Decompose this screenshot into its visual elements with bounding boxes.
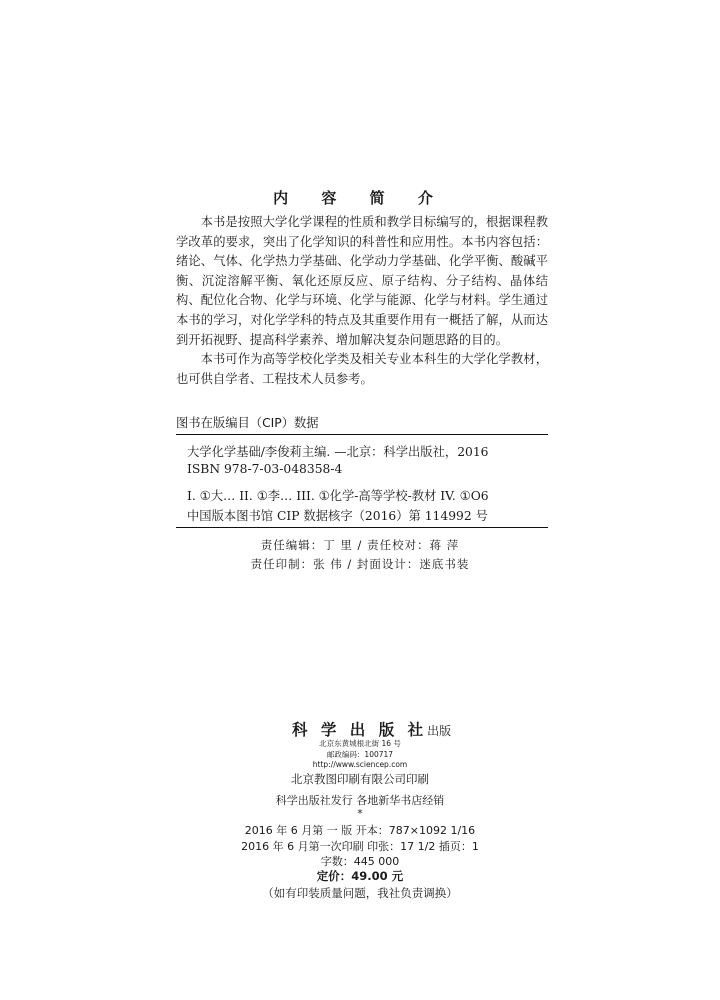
summary-paragraph: 本书可作为高等学校化学类及相关专业本科生的大学化学教材，也可供自学者、工程技术人员参考。 — [176, 352, 548, 386]
cip-line: ISBN 978-7-03-048358-4 — [187, 462, 343, 476]
printer-line: 北京教图印刷有限公司印刷 — [291, 772, 429, 786]
summary-title: 内 容 简 介 — [273, 189, 447, 207]
printing-line: 2016 年 6 月第一次印刷 印张：17 1/2 插页：1 — [241, 840, 479, 853]
notice-line: （如有印装质量问题，我社负责调换） — [262, 886, 458, 900]
cip-bottom-rule — [176, 527, 548, 528]
publisher-address: 北京东黄城根北街 16 号 — [319, 739, 401, 748]
publisher-name: 科 学 出 版 社 — [292, 720, 428, 739]
cip-line: 中国版本图书馆 CIP 数据核字（2016）第 114992 号 — [187, 509, 488, 523]
wordcount-line: 字数：445 000 — [320, 855, 400, 868]
price-line: 定价：49.00 元 — [316, 869, 404, 883]
publisher-suffix: 出版 — [427, 724, 452, 738]
summary-body — [176, 213, 548, 389]
cip-line: I. ①大… II. ①李… III. ①化学-高等学校-教材 IV. ①O6 — [187, 489, 489, 503]
summary-paragraph: 本书是按照大学化学课程的性质和教学目标编写的，根据课程教学改革的要求，突出了化学知识的科普性和应用性。本书内容包括：绪论、气体、化学热力学基础、化学动力学基础、化学平衡、酸碱平衡、沉淀溶解平衡、氧化还原反应、原子结构、分子结构、晶体结构、配位化合物、化学与环境、化学与能源、化学与材料。学生通过本书的学习，对化学学科的特点及其重要作用有一概括了解，从而达到开拓视野、提高科学素养、增加解决复杂问题思路的目的。 — [176, 215, 548, 347]
distribution-line: 科学出版社发行 各地新华书店经销 — [275, 794, 445, 807]
publisher-postcode: 邮政编码：100717 — [326, 750, 394, 759]
edition-line: 2016 年 6 月第 一 版 开本：787×1092 1/16 — [244, 824, 476, 837]
credits-print-line: 责任印制：张 伟 / 封面设计：迷底书装 — [250, 557, 470, 571]
cip-heading: 图书在版编目（CIP）数据 — [176, 416, 319, 430]
cip-top-rule — [176, 434, 548, 435]
credits-editor-line: 责任编辑：丁 里 / 责任校对：蒋 萍 — [260, 538, 460, 552]
cip-line: 大学化学基础/李俊莉主编. —北京：科学出版社，2016 — [187, 445, 489, 459]
publisher-logo — [292, 718, 451, 740]
publisher-website: http://www.sciencep.com — [312, 760, 408, 769]
separator-star: * — [357, 807, 363, 820]
